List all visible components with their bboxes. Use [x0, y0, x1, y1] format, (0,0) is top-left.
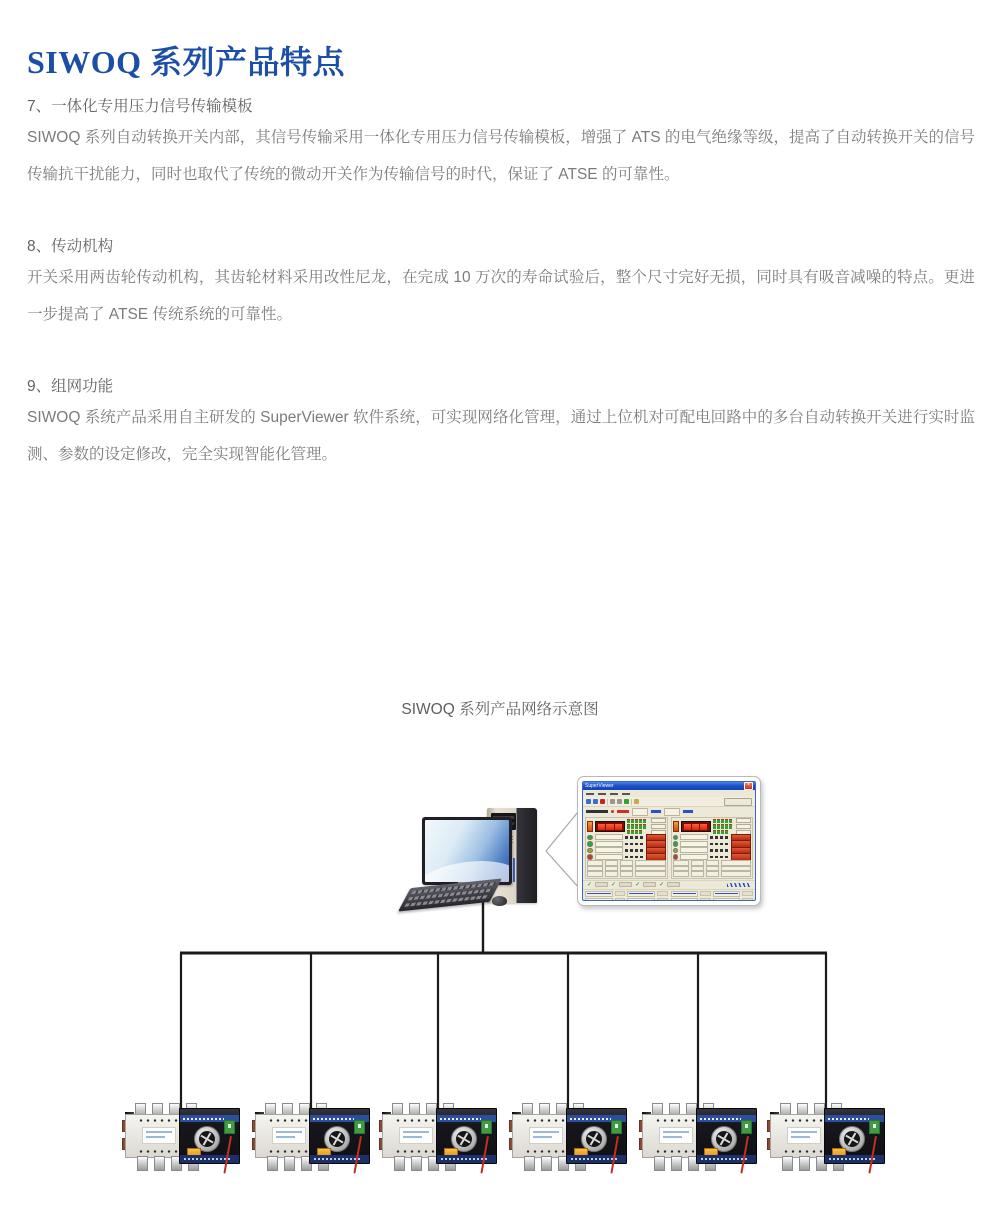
terminal-tab	[267, 1156, 278, 1171]
software-panel	[671, 817, 754, 879]
green-label	[869, 1120, 880, 1134]
indicator-grid	[627, 819, 649, 835]
software-check-row: ✓ ✓ ✓ ✓	[583, 880, 755, 890]
green-label	[481, 1120, 492, 1134]
section-9-body: SIWOQ 系统产品采用自主研发的 SuperViewer 软件系统，可实现网络化管理，通过上位机对可配电回路中的多台自动转换开关进行实时监测、参数的设定修改，完全实现智能化管理。	[27, 409, 975, 463]
ats-device	[767, 1102, 885, 1180]
page-title: SIWOQ 系列产品特点	[27, 44, 346, 81]
ats-device	[509, 1102, 627, 1180]
status-led	[587, 835, 593, 841]
software-screenshot-callout	[577, 776, 761, 906]
ats-device	[122, 1102, 240, 1180]
controller-footer-band	[310, 1155, 369, 1163]
terminal-tab	[524, 1156, 535, 1171]
status-led	[587, 841, 593, 847]
status-led	[587, 854, 593, 860]
ats-device	[639, 1102, 757, 1180]
software-tab	[664, 808, 680, 816]
status-led	[587, 848, 593, 854]
terminal-tab	[394, 1156, 405, 1171]
monitor-screen	[425, 820, 509, 882]
status-led	[673, 841, 679, 847]
controller-footer-band	[825, 1155, 884, 1163]
software-panels	[583, 816, 755, 880]
green-label	[224, 1120, 235, 1134]
software-window	[582, 781, 756, 901]
terminal-tab	[654, 1156, 665, 1171]
terminal-tab	[284, 1156, 295, 1171]
diagram-caption: SIWOQ 系列产品网络示意图	[401, 701, 599, 718]
section-7-body: SIWOQ 系列自动转换开关内部，其信号传输采用一体化专用压力信号传输模板，增强了 ATS 的电气绝缘等级，提高了自动转换开关的信号传输抗干扰能力，同时也取代了传统的微动开关作为传输信号的时代，保证了 ATSE 的可靠性。	[27, 129, 975, 183]
green-label	[611, 1120, 622, 1134]
seven-segment-display	[681, 821, 711, 832]
rating-label	[142, 1127, 176, 1144]
controller-footer-band	[697, 1155, 756, 1163]
mouse	[492, 896, 507, 906]
rating-label	[399, 1127, 433, 1144]
section-8-heading: 8、传动机构	[27, 238, 114, 255]
terminal-tab	[137, 1156, 148, 1171]
terminal-tab	[154, 1156, 165, 1171]
terminal-tab	[411, 1156, 422, 1171]
rating-label	[659, 1127, 693, 1144]
status-led	[673, 848, 679, 854]
grid-half	[671, 891, 754, 902]
monitor	[422, 817, 512, 885]
rating-label	[272, 1127, 306, 1144]
software-menubar	[583, 790, 755, 797]
section-7-heading: 7、一体化专用压力信号传输模板	[27, 98, 253, 115]
software-panel	[585, 817, 668, 879]
software-subheader	[583, 807, 755, 816]
section-9-heading: 9、组网功能	[27, 378, 114, 395]
section-8-body: 开关采用两齿轮传动机构，其齿轮材料采用改性尼龙，在完成 10 万次的寿命试验后，整个尺寸完好无损，同时具有吸音减噪的特点。更进一步提高了 ATSE 传统系统的可靠性。	[27, 269, 975, 323]
tower-led-strip	[513, 858, 515, 882]
status-led	[673, 835, 679, 841]
ats-device	[379, 1102, 497, 1180]
indicator-grid	[713, 819, 735, 835]
green-label	[741, 1120, 752, 1134]
seven-segment-display	[595, 821, 625, 832]
software-toolbar	[583, 797, 755, 807]
software-window-title: SuperViewer	[585, 783, 614, 789]
controller-footer-band	[437, 1155, 496, 1163]
terminal-tab	[782, 1156, 793, 1171]
rating-label	[529, 1127, 563, 1144]
software-window-titlebar	[583, 782, 755, 790]
terminal-tab	[671, 1156, 682, 1171]
controller-footer-band	[180, 1155, 239, 1163]
controller-footer-band	[567, 1155, 626, 1163]
status-led	[673, 854, 679, 860]
toolbar-button	[724, 798, 752, 806]
terminal-tab	[799, 1156, 810, 1171]
terminal-tab	[541, 1156, 552, 1171]
software-tab	[632, 808, 648, 816]
green-label	[354, 1120, 365, 1134]
ats-device	[252, 1102, 370, 1180]
grid-half	[585, 891, 668, 902]
close-icon: ×	[744, 782, 753, 790]
rating-label	[787, 1127, 821, 1144]
software-data-grid	[583, 890, 755, 902]
